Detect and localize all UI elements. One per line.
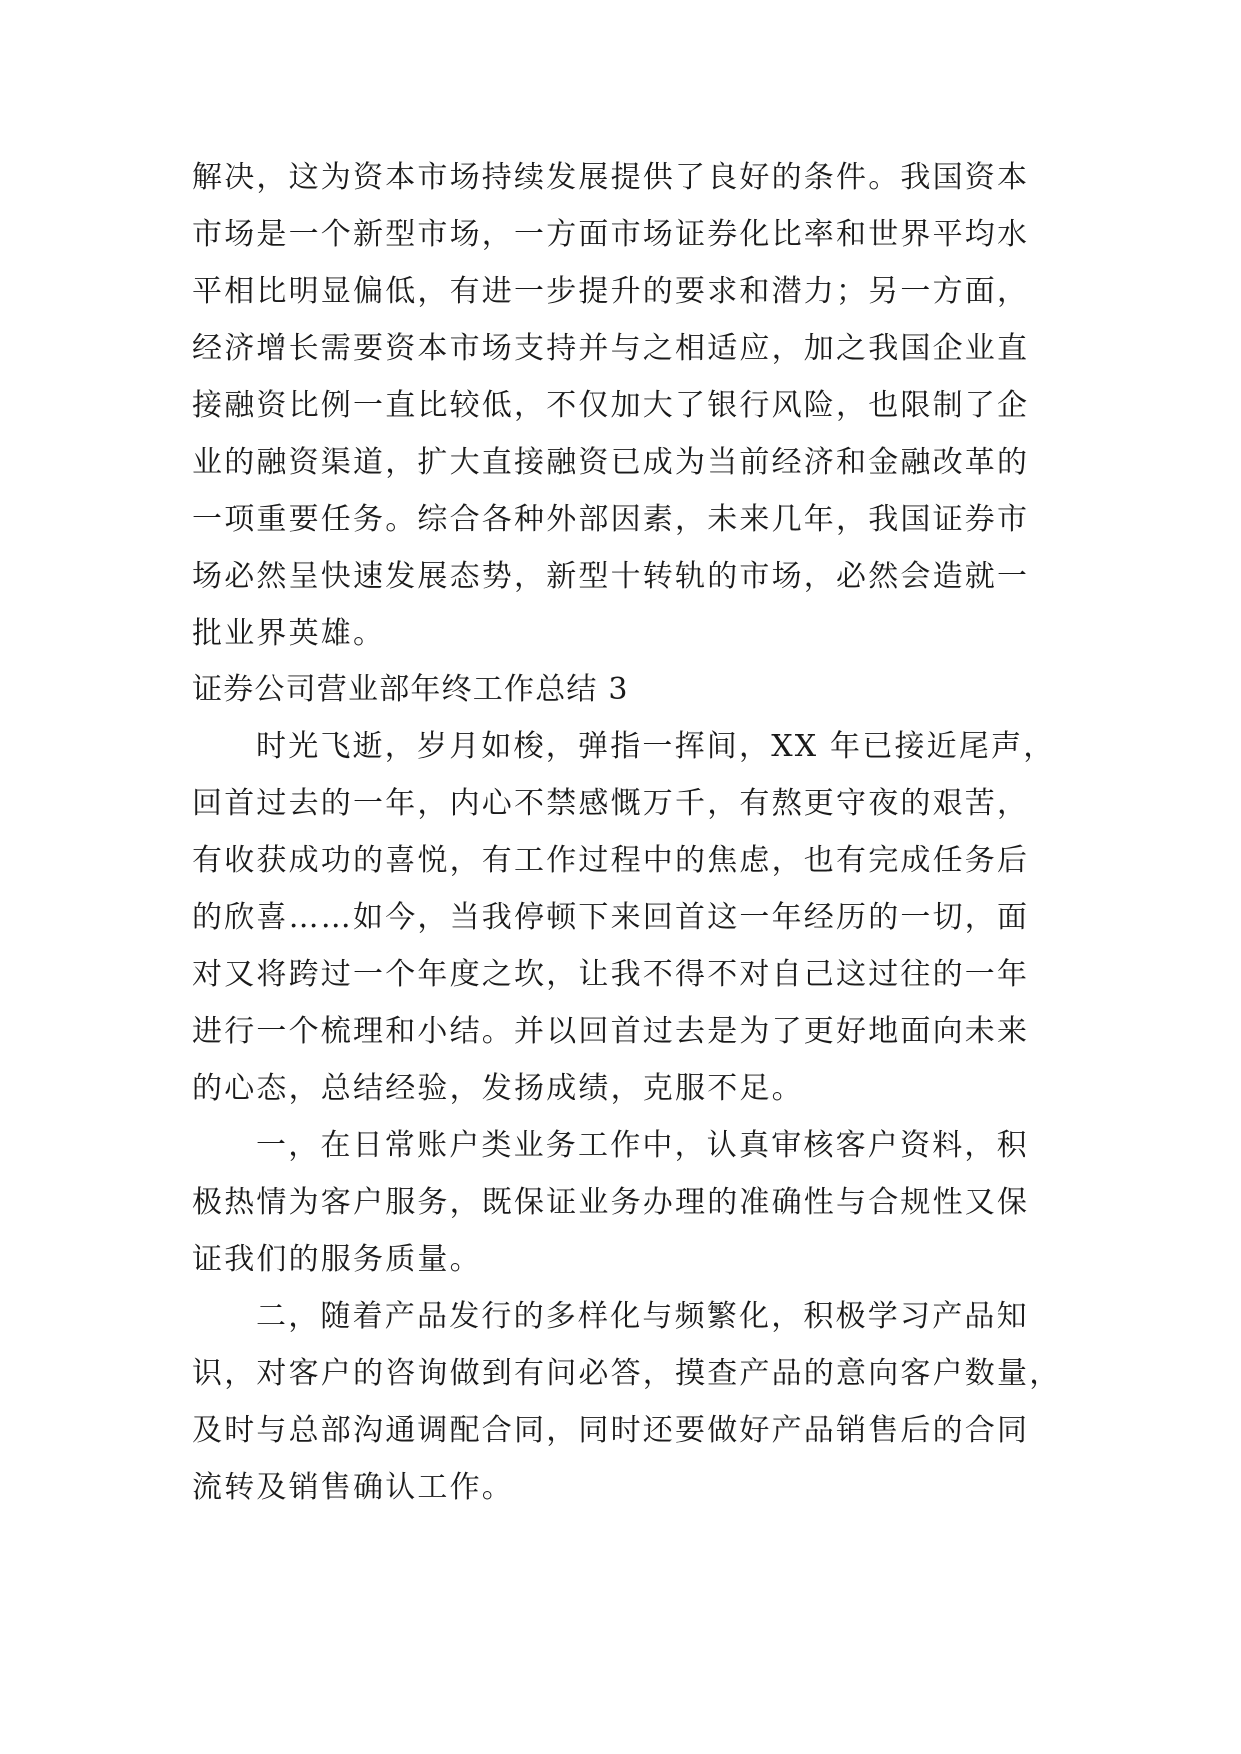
paragraph-line: 极热情为客户服务，既保证业务办理的准确性与合规性又保 xyxy=(192,1185,1030,1220)
paragraph-line: 及时与总部沟通调配合同，同时还要做好产品销售后的合同 xyxy=(192,1413,1030,1448)
paragraph-line: 流转及销售确认工作。 xyxy=(192,1470,514,1505)
paragraph-line: 一，在日常账户类业务工作中，认真审核客户资料，积 xyxy=(256,1128,1029,1163)
paragraph-line: 对又将跨过一个年度之坎，让我不得不对自己这过往的一年 xyxy=(192,957,1030,992)
paragraph-line: 市场是一个新型市场，一方面市场证券化比率和世界平均水 xyxy=(192,217,1030,252)
section-heading: 证券公司营业部年终工作总结 3 xyxy=(192,672,629,707)
paragraph-line: 的欣喜……如今，当我停顿下来回首这一年经历的一切，面 xyxy=(192,900,1030,935)
paragraph-line: 平相比明显偏低，有进一步提升的要求和潜力；另一方面， xyxy=(192,274,1030,309)
paragraph-line: 一项重要任务。综合各种外部因素，未来几年，我国证券市 xyxy=(192,502,1030,537)
paragraph-line: 识，对客户的咨询做到有问必答，摸查产品的意向客户数量， xyxy=(192,1356,1062,1391)
paragraph-line: 场必然呈快速发展态势，新型十转轨的市场，必然会造就一 xyxy=(192,559,1030,594)
paragraph-line: 时光飞逝，岁月如梭，弹指一挥间，XX 年已接近尾声， xyxy=(256,729,1056,764)
paragraph-line: 回首过去的一年，内心不禁感慨万千，有熬更守夜的艰苦， xyxy=(192,786,1030,821)
paragraph-line: 业的融资渠道，扩大直接融资已成为当前经济和金融改革的 xyxy=(192,445,1030,480)
paragraph-line: 二，随着产品发行的多样化与频繁化，积极学习产品知 xyxy=(256,1299,1029,1334)
paragraph-line: 证我们的服务质量。 xyxy=(192,1242,482,1277)
paragraph-line: 的心态，总结经验，发扬成绩，克服不足。 xyxy=(192,1071,804,1106)
paragraph-line: 有收获成功的喜悦，有工作过程中的焦虑，也有完成任务后 xyxy=(192,843,1030,878)
paragraph-line: 经济增长需要资本市场支持并与之相适应，加之我国企业直 xyxy=(192,331,1030,366)
paragraph-line: 进行一个梳理和小结。并以回首过去是为了更好地面向未来 xyxy=(192,1014,1030,1049)
paragraph-line: 批业界英雄。 xyxy=(192,616,386,651)
paragraph-line: 解决，这为资本市场持续发展提供了良好的条件。我国资本 xyxy=(192,160,1030,195)
paragraph-line: 接融资比例一直比较低，不仅加大了银行风险，也限制了企 xyxy=(192,388,1030,423)
